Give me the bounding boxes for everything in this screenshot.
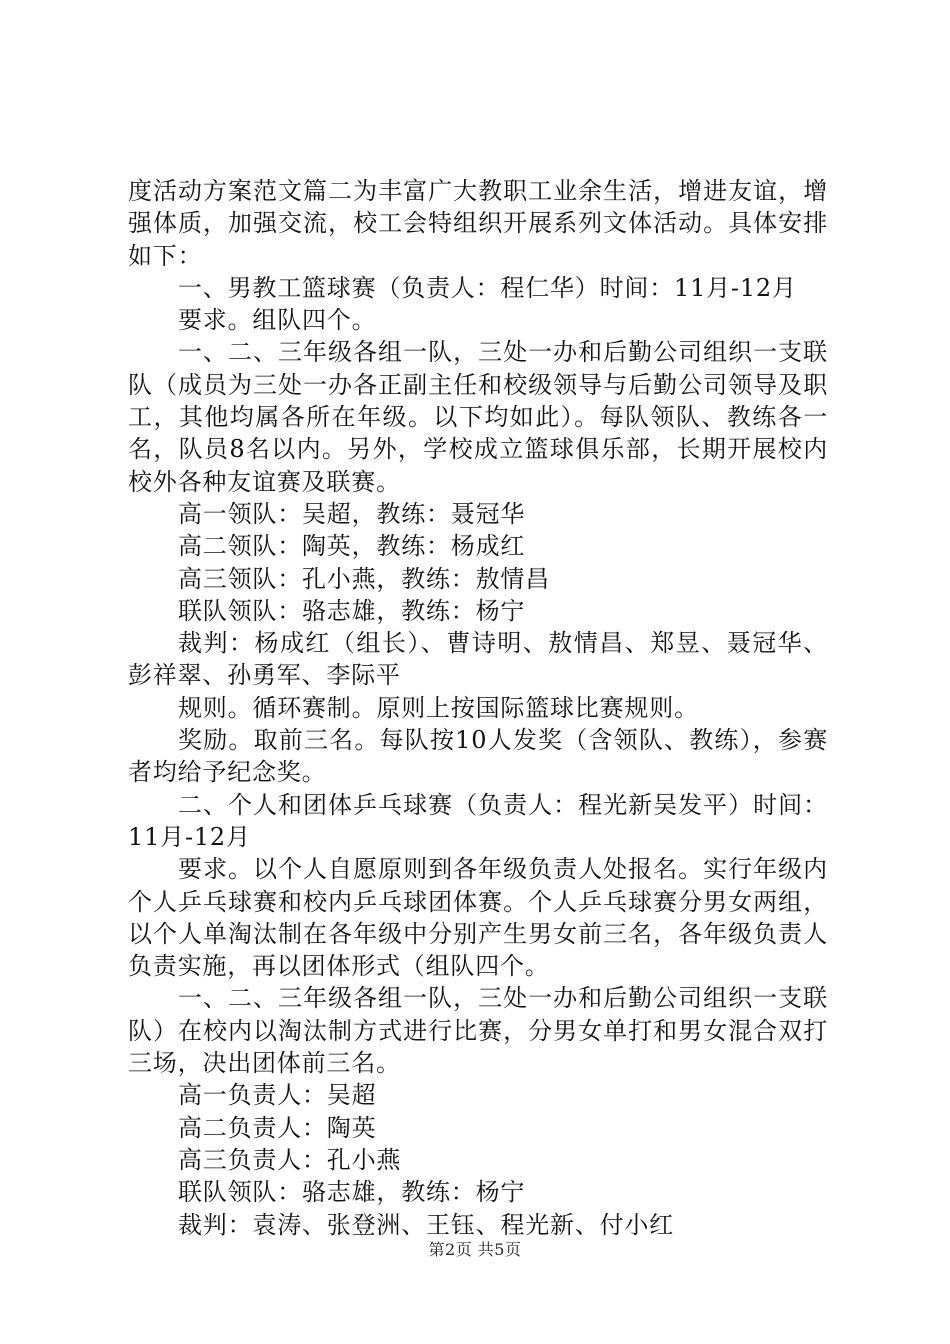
paragraph: 规则。循环赛制。原则上按国际篮球比赛规则。	[178, 693, 699, 722]
body-text	[128, 175, 828, 1241]
paragraph: 高三负责人：孔小燕	[178, 1145, 402, 1174]
page-number-footer: 第2页 共5页	[428, 1240, 522, 1259]
paragraph: 高一负责人：吴超	[178, 1081, 377, 1110]
paragraph: 一、二、三年级各组一队，三处一办和后勤公司组织一支联队（成员为三处一办各正副主任和校级领导与后勤公司领导及职工，其他均属各所在年级。以下均如此）。每队领队、教练各一名，队员8名以内。另外，学校成立篮球俱乐部，长期开展校内校外各种友谊赛及联赛。	[128, 338, 828, 496]
paragraph: 奖励。取前三名。每队按10人发奖（含领队、教练），参赛者均给予纪念奖。	[128, 726, 828, 787]
paragraph: 裁判：袁涛、张登洲、王钰、程光新、付小红	[178, 1210, 674, 1239]
paragraph: 联队领队：骆志雄，教练：杨宁	[178, 1178, 526, 1207]
paragraph: 二、个人和团体乒乓球赛（负责人：程光新吴发平）时间：11月-12月	[128, 790, 828, 851]
paragraph: 高一领队：吴超，教练：聂冠华	[178, 499, 526, 528]
paragraph: 高三领队：孔小燕，教练：敖情昌	[178, 564, 550, 593]
paragraph: 要求。以个人自愿原则到各年级负责人处报名。实行年级内个人乒乓球赛和校内乒乓球团体赛。个人乒乓球赛分男女两组，以个人单淘汰制在各年级中分别产生男女前三名，各年级负责人负责实施，再以团体形式（组队四个。	[128, 855, 828, 981]
paragraph: 一、二、三年级各组一队，三处一办和后勤公司组织一支联队）在校内以淘汰制方式进行比赛，分男女单打和男女混合双打三场，决出团体前三名。	[128, 984, 828, 1078]
paragraph: 高二负责人：陶英	[178, 1113, 377, 1142]
paragraph: 高二领队：陶英，教练：杨成红	[178, 532, 526, 561]
paragraph: 联队领队：骆志雄，教练：杨宁	[178, 596, 526, 625]
paragraph: 裁判：杨成红（组长）、曹诗明、敖情昌、郑昱、聂冠华、彭祥翠、孙勇军、李际平	[128, 629, 828, 690]
paragraph: 度活动方案范文篇二为丰富广大教职工业余生活，增进友谊，增强体质，加强交流，校工会特组织开展系列文体活动。具体安排如下：	[128, 177, 828, 270]
paragraph: 要求。组队四个。	[178, 306, 377, 335]
paragraph: 一、男教工篮球赛（负责人：程仁华）时间：11月-12月	[178, 273, 797, 302]
